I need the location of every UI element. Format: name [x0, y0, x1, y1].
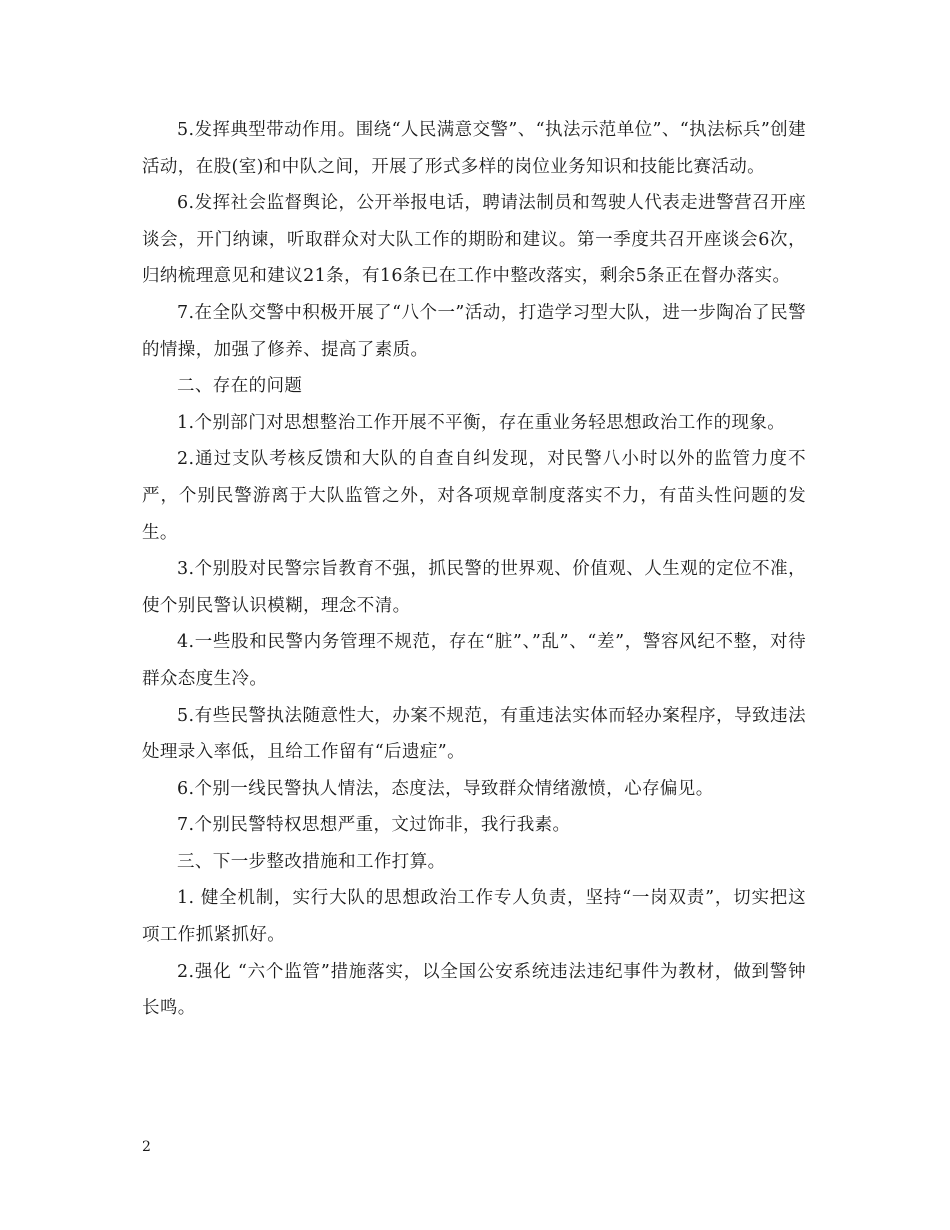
section-heading-next-steps: 三、下一步整改措施和工作打算。: [177, 851, 446, 872]
paragraph-5: 1.个别部门对思想整治工作开展不平衡，存在重业务轻思想政治工作的现象。: [177, 412, 786, 433]
paragraph-6: 2.通过支队考核反馈和大队的自查自纠发现，对民警八小时以外的监管力度不严，个别民警游离于大队监管之外，对各项规章制度落实不力，有苗头性问题的发生。: [142, 449, 806, 543]
page-number: 2: [142, 1139, 151, 1155]
paragraph-14: 2.强化 “六个监管”措施落实，以全国公安系统违法违纪事件为教材，做到警钟长鸣。: [142, 961, 806, 1019]
paragraph-10: 6.个别一线民警执人情法，态度法，导致群众情绪激愤，心存偏见。: [177, 778, 714, 799]
paragraph-3: 7.在全队交警中积极开展了“八个一”活动，打造学习型大队，进一步陶冶了民警的情操，加强了修养、提高了素质。: [142, 302, 806, 360]
paragraph-11: 7.个别民警特权思想严重，文过饰非，我行我素。: [177, 815, 571, 836]
paragraph-13: 1. 健全机制，实行大队的思想政治工作专人负责，坚持“一岗双责”，切实把这项工作抓紧抓好。: [142, 888, 806, 946]
paragraph-1: 5.发挥典型带动作用。围绕“人民满意交警”、“执法示范单位”、“执法标兵”创建活动，在股(室)和中队之间，开展了形式多样的岗位业务知识和技能比赛活动。: [142, 120, 806, 177]
section-heading-problems: 二、存在的问题: [177, 376, 303, 397]
paragraph-8: 4.一些股和民警内务管理不规范，存在“脏”、”乱”、“差”，警容风纪不整，对待群众态度生冷。: [142, 632, 806, 689]
paragraph-9: 5.有些民警执法随意性大，办案不规范，有重违法实体而轻办案程序，导致违法处理录入率低，且给工作留有“后遗症”。: [142, 705, 806, 763]
document-body: [142, 112, 806, 1027]
paragraph-2: 6.发挥社会监督舆论，公开举报电话，聘请法制员和驾驶人代表走进警营召开座谈会，开门纳谏，听取群众对大队工作的期盼和建议。第一季度共召开座谈会6次，归纳梳理意见和建议21条，有16条已在工作中整改落实，剩余5条正在督办落实。: [142, 193, 806, 287]
paragraph-7: 3.个别股对民警宗旨教育不强，抓民警的世界观、价值观、人生观的定位不准，使个别民警认识模糊，理念不清。: [142, 559, 806, 616]
